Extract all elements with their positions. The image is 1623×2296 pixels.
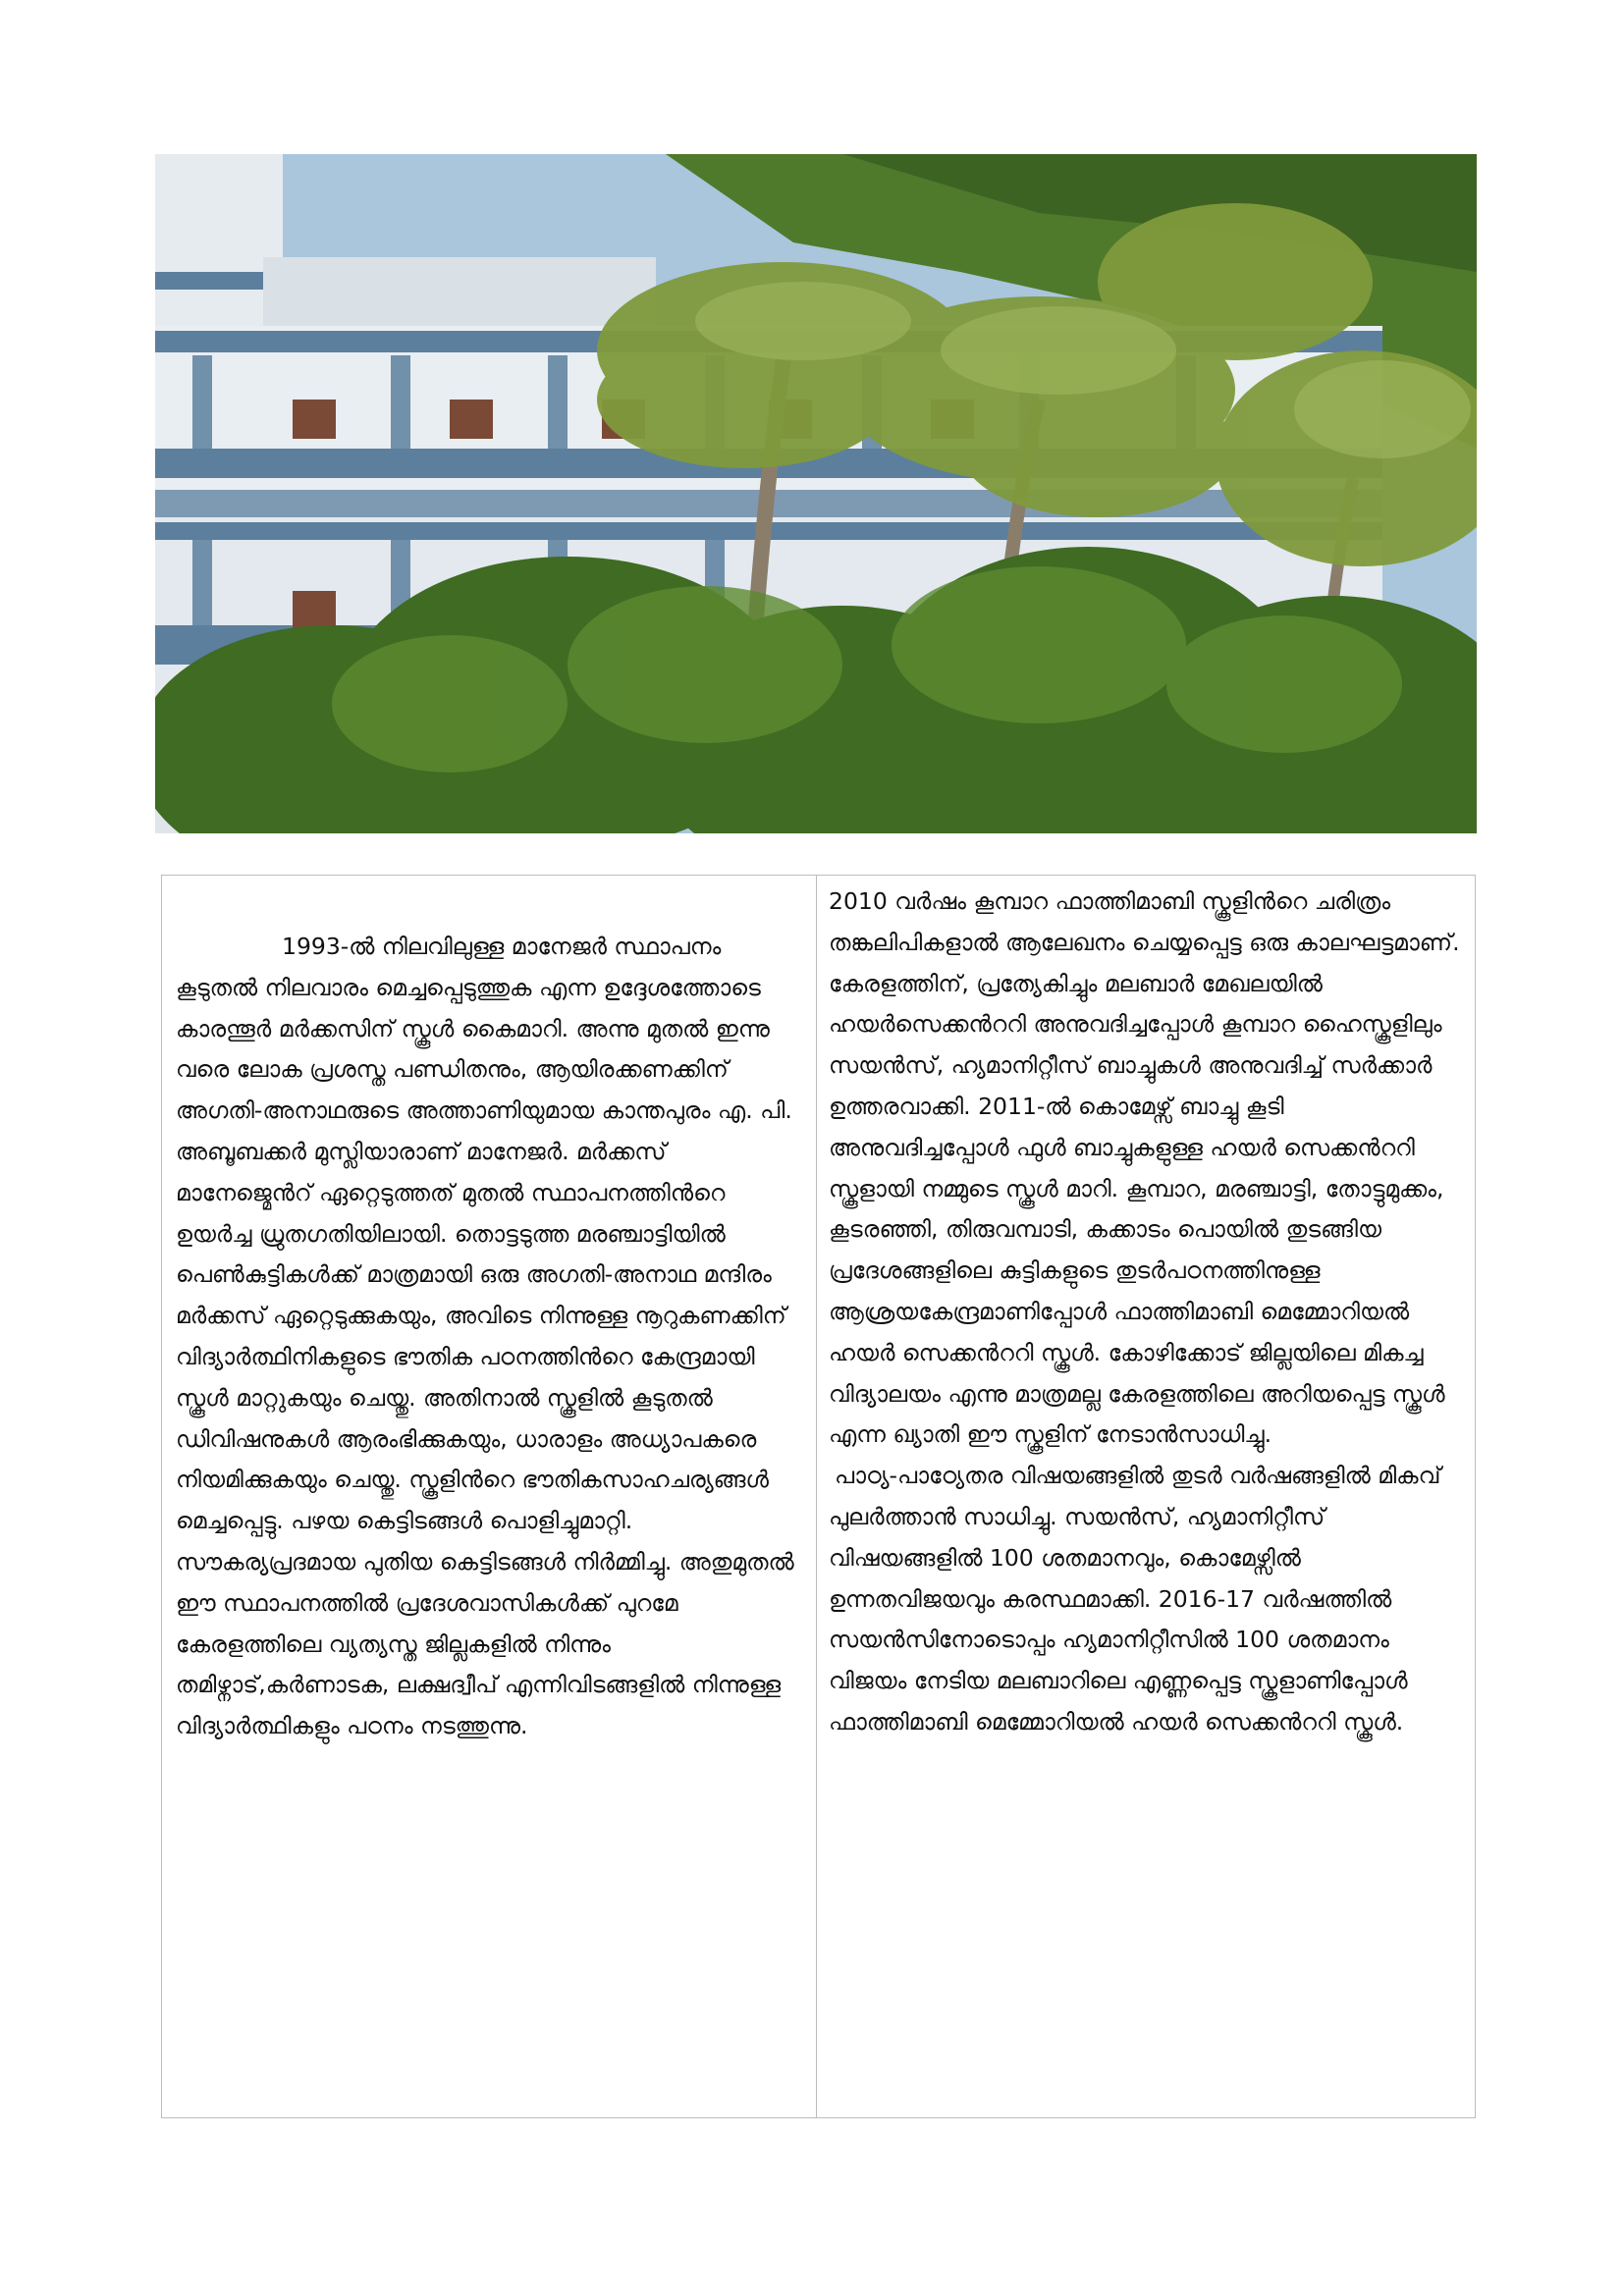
history-paragraph-2010: 2010 വർഷം കൂമ്പാറ ഫാത്തിമാബി സ്കൂളിൻറെ ചരിത്രം തങ്കലിപികളാൽ ആലേഖനം ചെയ്യപ്പെട്ട ഒരു കാലഘട്ടമാണ്. കേരളത്തിന്, പ്രത്യേകിച്ചും മലബാർ മേഖലയിൽ ഹയർസെക്കൻററി അനുവദിച്ചപ്പോൾ കൂമ്പാറ ഹൈസ്കൂളിലും സയൻസ്, ഹ്യമാനിറ്റീസ് ബാച്ചുകൾ അനുവദിച്ച് സർക്കാർ ഉത്തരവാക്കി. 2011-ൽ കൊമേഴ്സ് ബാച്ചു കൂടി അനുവദിച്ചപ്പോൾ ഫുൾ ബാച്ചുകളുള്ള ഹയർ സെക്കൻററി സ്കൂളായി നമ്മുടെ സ്കൂൾ മാറി. കൂമ്പാറ, മരഞ്ചാട്ടി, തോട്ടുമുക്കം, കൂടരഞ്ഞി, തിരുവമ്പാടി, കക്കാടം പൊയിൽ തുടങ്ങിയ പ്രദേശങ്ങളിലെ കുട്ടികളുടെ തുടർപഠനത്തിനുള്ള ആശ്രയകേന്ദ്രമാണിപ്പോൾ ഫാത്തിമാബി മെമ്മോറിയൽ ഹയർ സെക്കൻററി സ്കൂൾ. കോഴിക്കോട് ജില്ലയിലെ മികച്ച വിദ്യാലയം എന്നു മാത്രമല്ല കേരളത്തിലെ അറിയപ്പെട്ട സ്കൂൾ എന്ന ഖ്യാതി ഈ സ്കൂളിന് നേടാൻസാധിച്ചു.	[829, 887, 1460, 1449]
achievements-paragraph: പാഠ്യ-പാഠ്യേതര വിഷയങ്ങളിൽ തുടർ വർഷങ്ങളിൽ മികവ് പുലർത്താൻ സാധിച്ചു. സയൻസ്, ഹ്യമാനിറ്റീസ് വിഷയങ്ങളിൽ 100 ശതമാനവും, കൊമേഴ്സിൽ ഉന്നതവിജയവും കരസ്ഥമാക്കി. 2016-17 വർഷത്തിൽ സയൻസിനോടൊപ്പം ഹ്യമാനിറ്റീസിൽ 100 ശതമാനം വിജയം നേടിയ മലബാറിലെ എണ്ണപ്പെട്ട സ്കൂളാണിപ്പോൾ ഫാത്തിമാബി മെമ്മോറിയൽ ഹയർ സെക്കൻററി സ്കൂൾ.	[829, 1462, 1441, 1735]
school-photo-illustration	[155, 154, 1477, 833]
left-column	[162, 876, 817, 2117]
content-table	[161, 875, 1476, 2118]
school-building-photo	[155, 154, 1477, 833]
right-column	[817, 876, 1475, 2117]
history-paragraph-1993: 1993-ൽ നിലവിലുള്ള മാനേജർ സ്ഥാപനം കൂടുതൽ നിലവാരം മെച്ചപ്പെടുത്തുക എന്ന ഉദ്ദേശത്തോടെ കാരന്തൂർ മർക്കസിന് സ്കൂൾ കൈമാറി. അന്നു മുതൽ ഇന്നു വരെ ലോക പ്രശസ്ത പണ്ഡിതനും, ആയിരക്കണക്കിന് അഗതി-അനാഥരുടെ അത്താണിയുമായ കാന്തപുരം എ. പി. അബൂബക്കർ മുസ്ലിയാരാണ് മാനേജർ. മർക്കസ് മാനേജ്മെൻറ് ഏറ്റെടുത്തത് മുതൽ സ്ഥാപനത്തിൻറെ ഉയർച്ച ധ്രുതഗതിയിലായി. തൊട്ടടുത്ത മരഞ്ചാട്ടിയിൽ പെൺകുട്ടികൾക്ക് മാത്രമായി ഒരു അഗതി-അനാഥ മന്ദിരം മർക്കസ് ഏറ്റെടുക്കുകയും, അവിടെ നിന്നുള്ള നൂറുകണക്കിന് വിദ്യാർത്ഥിനികളുടെ ഭൗതിക പഠനത്തിൻറെ കേന്ദ്രമായി സ്കൂൾ മാറ്റുകയും ചെയ്തു. അതിനാൽ സ്കൂളിൽ കൂടുതൽ ഡിവിഷനുകൾ ആരംഭിക്കുകയും, ധാരാളം അധ്യാപകരെ നിയമിക്കുകയും ചെയ്തു. സ്കൂളിൻറെ ഭൗതികസാഹചര്യങ്ങൾ മെച്ചപ്പെട്ടു. പഴയ കെട്ടിടങ്ങൾ പൊളിച്ചുമാറ്റി. സൗകര്യപ്രദമായ പുതിയ കെട്ടിടങ്ങൾ നിർമ്മിച്ചു. അതുമുതൽ ഈ സ്ഥാപനത്തിൽ പ്രദേശവാസികൾക്ക് പുറമേ കേരളത്തിലെ വ്യത്യസ്ത ജില്ലകളിൽ നിന്നും തമിഴ്നാട്,കർണാടക, ലക്ഷദ്വീപ് എന്നിവിടങ്ങളിൽ നിന്നുള്ള വിദ്യാർത്ഥികളും പഠനം നടത്തുന്നു.	[176, 933, 794, 1740]
